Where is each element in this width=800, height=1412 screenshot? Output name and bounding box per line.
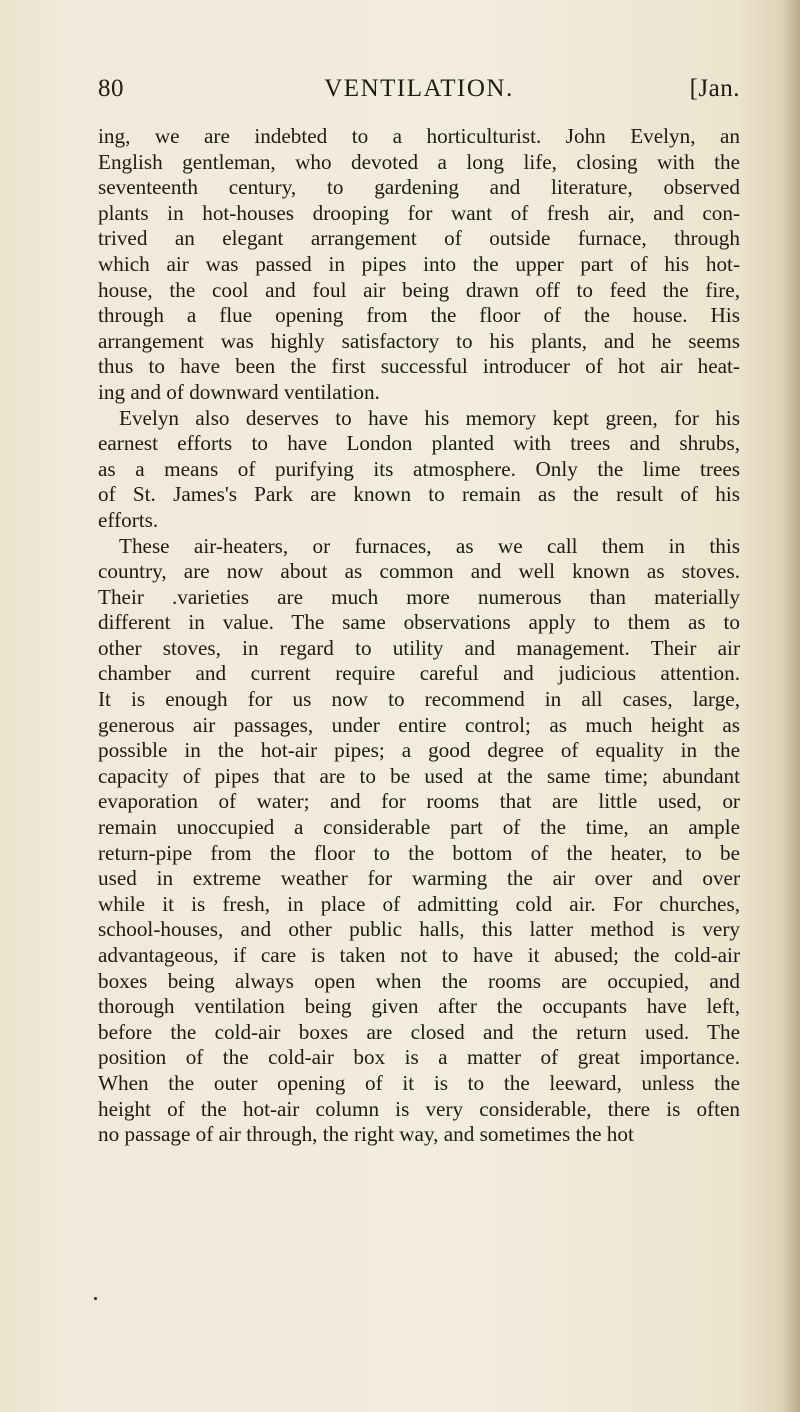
page-edge-shadow	[782, 0, 800, 1412]
text-line: before the cold-air boxes are closed and the return used. The	[98, 1019, 740, 1044]
text-line: ing and of downward ventilation.	[98, 379, 380, 404]
page-number: 80	[98, 75, 124, 102]
text-line: generous air passages, under entire control; as much height as	[98, 712, 740, 737]
text-line: school-houses, and other public halls, this latter method is very	[98, 917, 740, 942]
text-line: English gentleman, who devoted a long life, closing with the	[98, 149, 740, 174]
text-line: evaporation of water; and for rooms that are little used, or	[98, 789, 740, 814]
text-line: used in extreme weather for warming the air over and over	[98, 866, 740, 891]
text-line: of St. James's Park are known to remain as the result of his	[98, 482, 740, 507]
text-line: chamber and current require careful and judicious attention.	[98, 661, 740, 686]
text-line: return-pipe from the floor to the bottom of the heater, to be	[98, 840, 740, 865]
running-title: VENTILATION.	[324, 75, 514, 102]
body-text	[98, 124, 740, 1148]
text-line: no passage of air through, the right way, and sometimes the hot	[98, 1122, 634, 1147]
paragraph	[98, 406, 740, 534]
text-line: thorough ventilation being given after the occupants have left,	[98, 994, 740, 1019]
text-line: possible in the hot-air pipes; a good degree of equality in the	[98, 738, 740, 763]
text-line: while it is fresh, in place of admitting cold air. For churches,	[98, 891, 740, 916]
text-line: Evelyn also deserves to have his memory kept green, for his	[119, 405, 740, 430]
running-head-month: [Jan.	[689, 75, 740, 102]
text-line: capacity of pipes that are to be used at the same time; abundant	[98, 763, 740, 788]
text-line: boxes being always open when the rooms are occupied, and	[98, 968, 740, 993]
text-line: through a flue opening from the floor of the house. His	[98, 303, 740, 328]
text-line: thus to have been the first successful introducer of hot air heat-	[98, 354, 740, 379]
text-line: These air-heaters, or furnaces, as we call them in this	[119, 533, 740, 558]
text-line: different in value. The same observations apply to them as to	[98, 610, 740, 635]
text-line: country, are now about as common and well known as stoves.	[98, 559, 740, 584]
paragraph	[98, 124, 740, 406]
text-line: which air was passed in pipes into the upper part of his hot-	[98, 251, 740, 276]
paragraph	[98, 534, 740, 1148]
text-line: ing, we are indebted to a horticulturist. John Evelyn, an	[98, 124, 740, 148]
ink-speck	[94, 1297, 97, 1300]
text-line: Their .varieties are much more numerous than materially	[98, 584, 740, 609]
text-line: When the outer opening of it is to the leeward, unless the	[98, 1070, 740, 1095]
text-line: as a means of purifying its atmosphere. Only the lime trees	[98, 456, 740, 481]
text-line: seventeenth century, to gardening and literature, observed	[98, 175, 740, 200]
text-line: position of the cold-air box is a matter of great importance.	[98, 1045, 740, 1070]
text-line: arrangement was highly satisfactory to his plants, and he seems	[98, 328, 740, 353]
text-line: house, the cool and foul air being drawn off to feed the fire,	[98, 277, 740, 302]
text-line: advantageous, if care is taken not to have it abused; the cold-air	[98, 943, 740, 967]
text-line: trived an elegant arrangement of outside furnace, through	[98, 226, 740, 251]
text-line: efforts.	[98, 507, 159, 532]
text-line: other stoves, in regard to utility and management. Their air	[98, 635, 740, 660]
running-head	[98, 75, 740, 109]
text-line: earnest efforts to have London planted with trees and shrubs,	[98, 431, 740, 456]
text-line: plants in hot-houses drooping for want of fresh air, and con-	[98, 200, 740, 225]
text-line: height of the hot-air column is very considerable, there is often	[98, 1096, 740, 1121]
text-line: remain unoccupied a considerable part of the time, an ample	[98, 815, 740, 840]
text-line: It is enough for us now to recommend in all cases, large,	[98, 687, 740, 712]
